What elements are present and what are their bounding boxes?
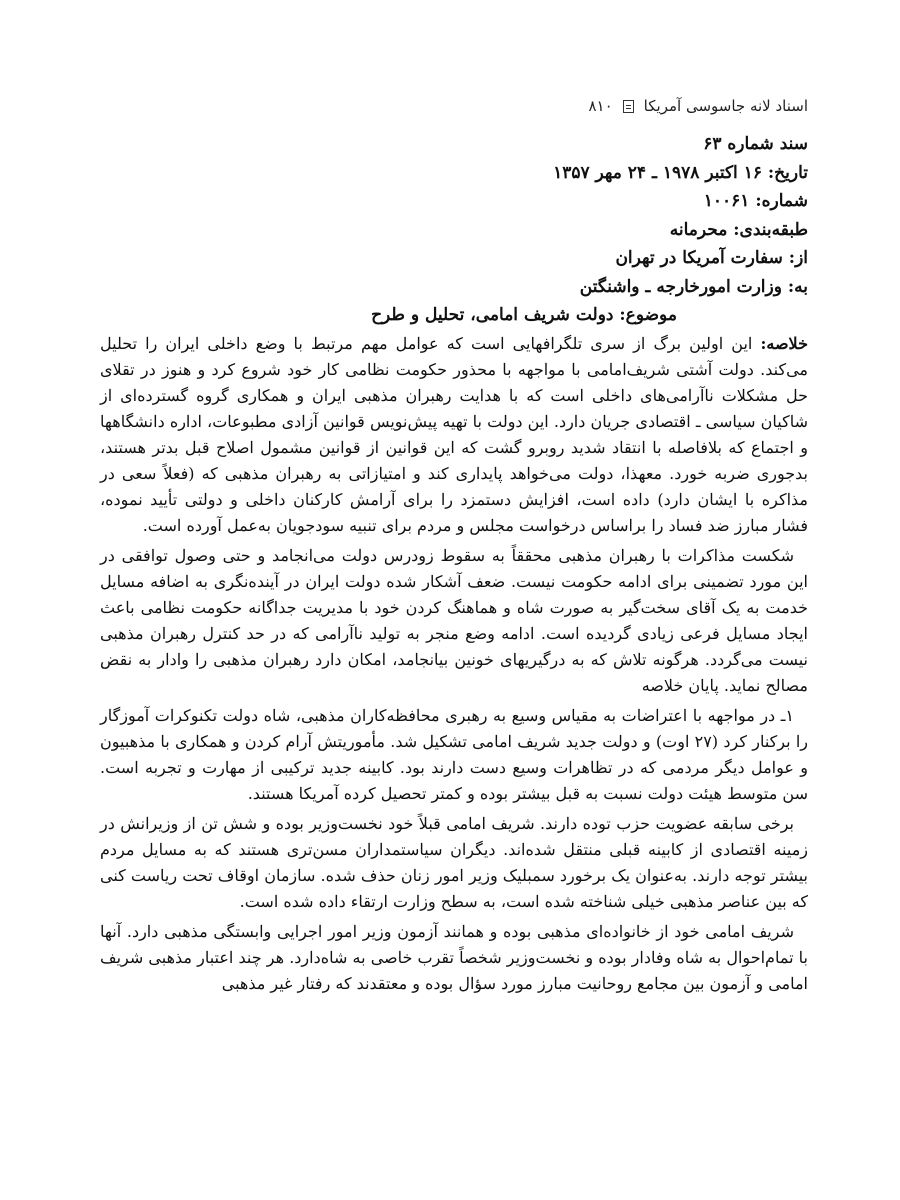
document-body [100,331,808,997]
doc-classification: طبقه‌بندی: محرمانه [669,219,808,240]
summary-label: خلاصه: [760,334,808,353]
doc-from: از: سفارت آمریکا در تهران [615,248,808,268]
doc-subject: موضوع: دولت شریف امامی، تحلیل و طرح [371,305,677,325]
body-paragraph-3: ۱ـ در مواجهه با اعتراضات به مقیاس وسیع به رهبری محافظه‌کاران مذهبی، شاه دولت تکنوکرات آموزگار را برکنار کرد (۲۷ اوت) و دولت جدید شریف امامی تشکیل شد. مأموریتش آرام کردن و همکاری با مذهبیون و عوامل دیگر مردمی که در تظاهرات وسیع دست دارند بود. کابینه جدید ترکیبی از مهارت و تجربه است. سن متوسط هیئت دولت نسبت به قبل بیشتر بوده و کمتر تحصیل کرده آمریکا هستند. [100,706,809,803]
series-title: اسناد لانه جاسوسی آمریکا [643,97,808,115]
doc-number: سند شماره ۶۳ [703,134,808,154]
page-number: ۸۱۰ [588,97,613,115]
document-icon [623,100,634,113]
body-paragraph-2: شکست مذاکرات با رهبران مذهبی محققاً به سقوط زودرس دولت می‌انجامد و حتی وصول توافقی در این مورد تضمینی برای ادامه حکومت نیست. ضعف آشکار شده دولت ایران در آینده‌نگری به اضافه مسایل خدمت به یک آقای سخت‌گیر به صورت شاه و هماهنگ کردن خود با مدیریت جداگانه حکومت نظامی باعث ایجاد مسایل فرعی زیادی گردیده است. ادامه وضع منجر به تولید ناآرامی که در حد کنترل رهبران مذهبی نیست می‌گردد. هرگونه تلاش که به درگیریهای خونین بیانجامد، امکان دارد رهبران مذهبی را وادار به نقض مصالح نماید. پایان خلاصه [100,546,809,695]
body-paragraph-5: شریف امامی خود از خانواده‌ای مذهبی بوده و همانند آزمون وزیر امور اجرایی وابستگی مذهبی دارد. آنها با تمام‌احوال به شاه وفادار بوده و نخست‌وزیر شخصاً تقرب خاصی به شاه‌دارد. هر چند اعتبار مذهبی شریف امامی و آزمون بین مجامع روحانیت مبارز مورد سؤال بوده و معتقدند که رفتار غیر مذهبی [100,922,808,993]
doc-reference-number: شماره: ۱۰۰۶۱ [703,191,808,211]
doc-date: تاریخ: ۱۶ اکتبر ۱۹۷۸ ـ ۲۴ مهر ۱۳۵۷ [553,162,808,183]
running-header [100,88,808,124]
summary-text: این اولین برگ از سری تلگرافهایی است که عوامل مهم مرتبط با وضع داخلی ایران را تحلیل می‌کند. دولت آشتی شریف‌امامی با مواجهه با محذور حکومت نظامی کار خود شروع کرد و هنوز در تقلای حل مشکلات ناآرامی‌های داخلی است که با هدایت رهبران مذهبی ایران و همکاری گروه گسترده‌ای از شاکیان سیاسی ـ اقتصادی جریان دارد. این دولت با تهیه پیش‌نویس قوانین آزادی مطبوعات، اداره دانشگاهها و اجتماع که بلافاصله با انتقاد شدید روبرو گشت که این قوانین از قوانین مشمول اصلاح قبل بدتر هستند، بدجوری ضربه خورد. معهذا، دولت می‌خواهد پایداری کند و امتیازاتی به رهبران مذهبی که (فعلاً سعی در مذاکره با ایشان دارد) داده است، افزایش دستمزد را برای آرامش کارکنان داخلی و دولتی تأیید نموده، فشار مبارز ضد فساد را براساس درخواست مجلس و مردم برای تنبیه سودجویان به‌عمل آورده است. [100,334,808,535]
document-page [100,88,808,1170]
summary-paragraph [100,331,808,539]
doc-to: به: وزارت امورخارجه ـ واشنگتن [579,276,808,297]
document-metadata [100,130,808,301]
body-paragraph-4: برخی سابقه عضویت حزب توده دارند. شریف امامی قبلاً خود نخست‌وزیر بوده و شش تن از وزیرانش در زمینه اقتصادی از کابینه قبلی منتقل شده‌اند. دیگران سیاستمداران مسن‌تری هستند که به مسایل مردم بیشتر توجه دارند. به‌عنوان یک برخورد سمبلیک وزیر امور زنان حذف شده. سازمان اوقاف تحت ریاست کنی که بین عناصر مذهبی خیلی شناخته شده است، به سطح وزارت ارتقاء داده شده است. [100,814,808,911]
